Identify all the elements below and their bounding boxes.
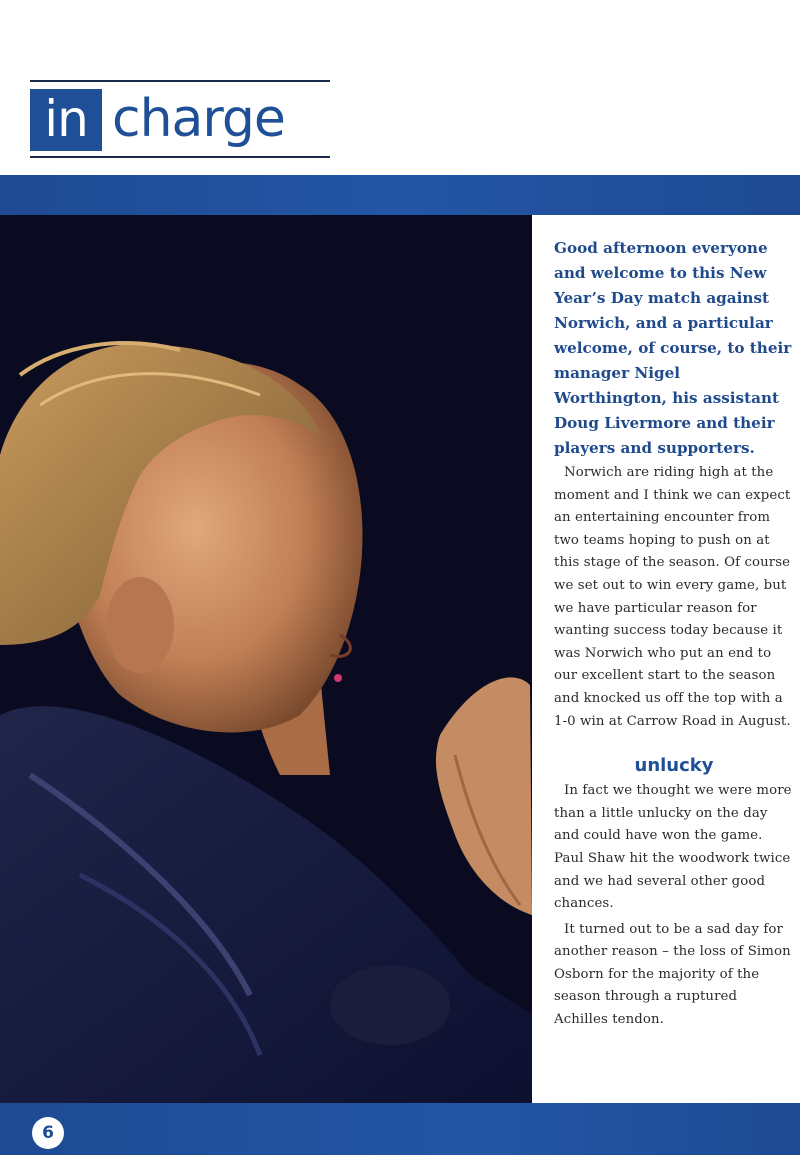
masthead-charge-text: charge	[112, 89, 285, 149]
article-intro: Good afternoon everyone and welcome to this New Year’s Day match against Norwich, and a particular welcome, of course, to their manager Nigel Worthington, his assistant Doug Livermore and their players and supporters.	[554, 239, 792, 457]
section-masthead	[30, 80, 330, 158]
page-number-badge: 6	[32, 1117, 64, 1149]
article-column	[554, 236, 794, 1032]
article-paragraph-1	[554, 462, 794, 733]
article-paragraph-3	[554, 919, 794, 1032]
top-blue-band	[0, 175, 800, 215]
manager-photo-illustration	[0, 215, 532, 1103]
article-paragraph-2	[554, 780, 794, 916]
article-paragraph-2-text: In fact we thought we were more than a little unlucky on the day and could have won the game. Paul Shaw hit the woodwork twice and we had several other good chances.	[554, 783, 792, 912]
masthead-bottom-rule	[30, 156, 330, 158]
article-subheading: unlucky	[634, 755, 714, 777]
article-paragraph-3-text: It turned out to be a sad day for another reason – the loss of Simon Osborn for the majority of the season through a ruptured Achilles tendon.	[554, 921, 791, 1028]
article-paragraph-1-text: Norwich are riding high at the moment and I think we can expect an entertaining encounter from two teams hoping to push on at this stage of the season. Of course we set out to win every game, but we have particular reason for wanting success today because it was Norwich who put an end to our excellent start to the season and knocked us off the top with a 1-0 win at Carrow Road in August.	[554, 465, 791, 729]
masthead-top-rule	[30, 80, 330, 82]
masthead-in-box: in	[30, 89, 102, 151]
manager-photo	[0, 215, 532, 1103]
bottom-blue-band	[0, 1103, 800, 1155]
